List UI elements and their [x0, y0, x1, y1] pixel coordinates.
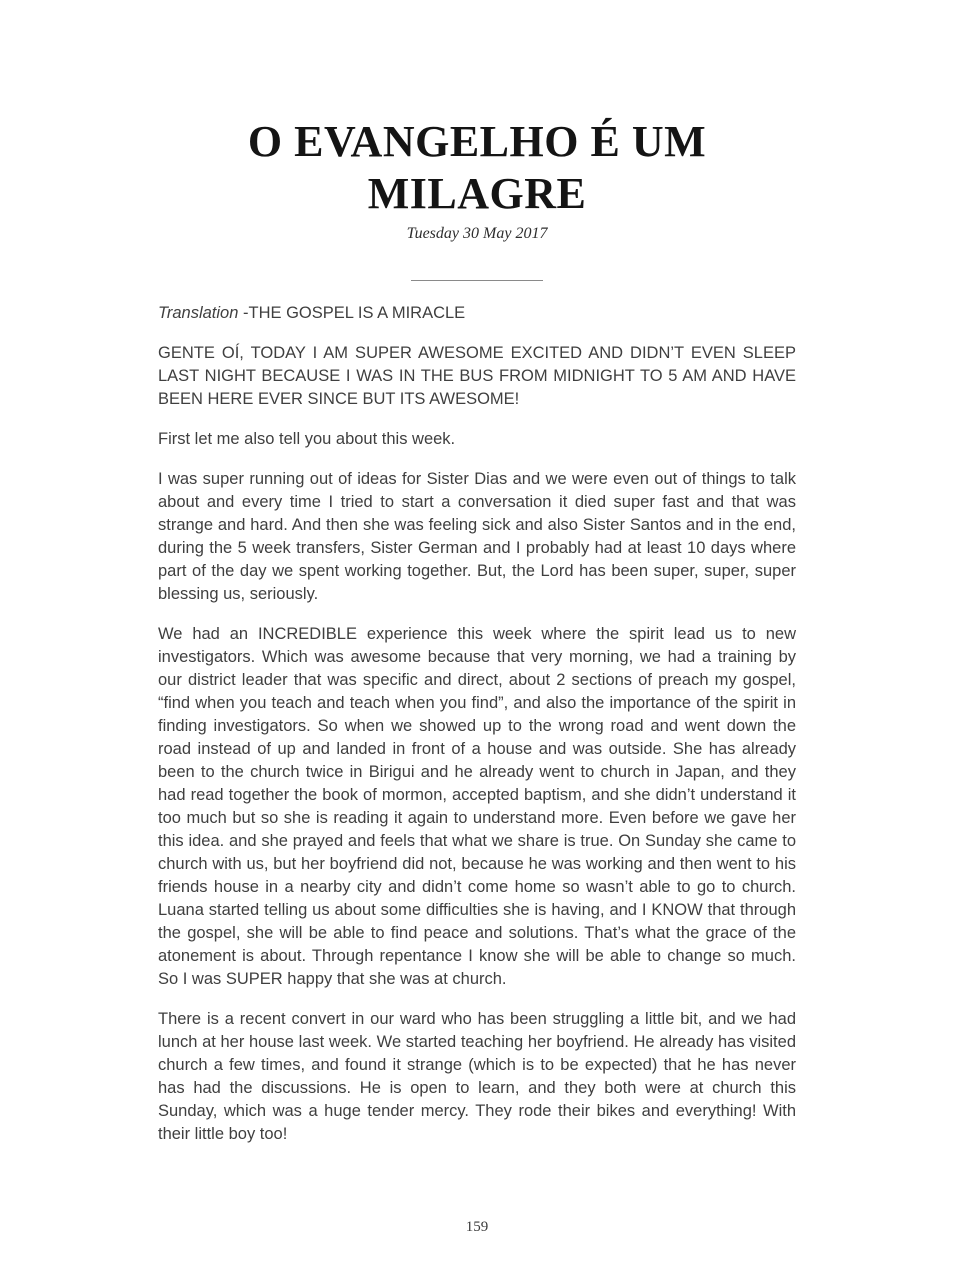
post-title [158, 116, 796, 220]
translation-text: -THE GOSPEL IS A MIRACLE [238, 303, 466, 322]
page-footer [158, 1219, 796, 1250]
post-header [158, 116, 796, 243]
translation-line [158, 302, 796, 325]
page-number: 159 [465, 1219, 489, 1235]
paragraph-sister-dias: I was super running out of ideas for Sister Dias and we were even out of things to talk about and every time I tried to start a conversation it died super fast and that was strange and hard. And then she was feeling sick and also Sister Santos and in the end, during the 5 week transfers, Sister German and I probably had at least 10 days where part of the day we spent working together. But, the Lord has been super, super, super blessing us, seriously. [158, 469, 796, 603]
paragraph-intro: GENTE OÍ, TODAY I AM SUPER AWESOME EXCITED AND DIDN’T EVEN SLEEP LAST NIGHT BECAUSE I WAS IN THE BUS FROM MIDNIGHT TO 5 AM AND HAVE BEEN HERE EVER SINCE BUT ITS AWESOME! [158, 343, 796, 408]
translation-label: Translation [158, 303, 239, 322]
post-title-line1: O EVANGELHO É UM [247, 117, 707, 166]
paragraph-incredible-experience: We had an INCREDIBLE experience this week where the spirit lead us to new investigators. Which was awesome because that very morning, we had a training by our district leader that was specific and direct, about 2 sections of preach my gospel, “find when you teach and teach when you find”, and also the importance of the spirit in finding investigators. So when we showed up to the wrong road and went down the road instead of up and landed in front of a house and was outside. She has already been to the church twice in Birigui and he already went to church in Japan, and they had read together the book of mormon, accepted baptism, and she didn’t understand it too much but so she is reading it again to understand more. Even before we gave her this idea. and she prayed and feels that what we share is true. On Sunday she came to church with us, but her boyfriend did not, because he was working and then went to his friends house in a nearby city and didn’t come home so wasn’t able to go to church. Luana started telling us about some difficulties she is having, and I KNOW that through the gospel, she will be able to find peace and solutions. That’s what the grace of the atonement is about. Through repentance I know she will be able to change so much. So I was SUPER happy that she was at church. [158, 624, 796, 988]
post-title-line2: MILAGRE [367, 168, 587, 218]
post-body [158, 302, 796, 1163]
paragraph-week-intro: First let me also tell you about this week. [158, 429, 456, 448]
post-date: Tuesday 30 May 2017 [406, 224, 548, 242]
paragraph-recent-convert: There is a recent convert in our ward who has been struggling a little bit, and we had lunch at her house last week. We started teaching her boyfriend. He already has visited church a few times, and found it strange (which is to be expected) that he has never has had the discussions. He is open to learn, and they both were at church this Sunday, which was a huge tender mercy. They rode their bikes and everything! With their little boy too! [158, 1009, 796, 1143]
section-divider [411, 280, 543, 281]
